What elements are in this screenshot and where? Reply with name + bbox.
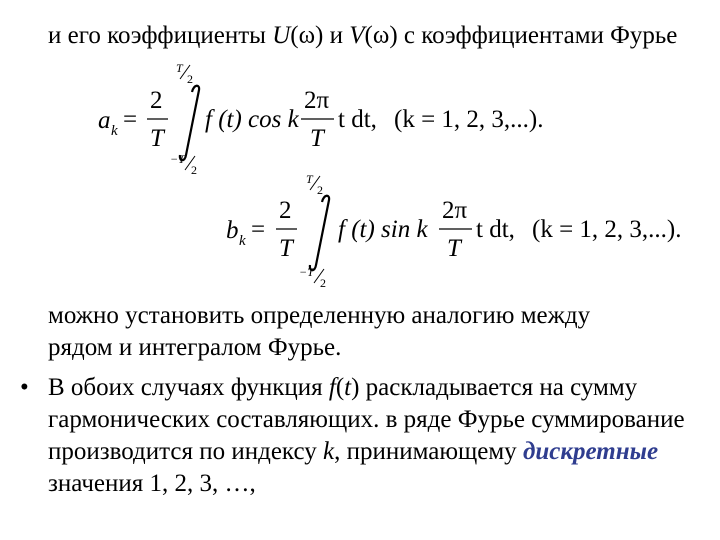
tail-dt: t dt, bbox=[338, 106, 377, 133]
t-symbol: t bbox=[344, 374, 352, 401]
integral-sign bbox=[310, 196, 329, 271]
bullet-paragraph bbox=[48, 372, 718, 500]
arg-denominator: T bbox=[447, 235, 461, 262]
k-range: (k = 1, 2, 3,...). bbox=[394, 106, 544, 133]
continuation-paragraph bbox=[48, 300, 708, 364]
lower-limit-den: 2 bbox=[191, 163, 197, 177]
bullet-text-3: , принимающему bbox=[334, 438, 523, 465]
coef-denominator: T bbox=[279, 235, 293, 262]
equals-sign: = bbox=[251, 216, 266, 243]
equals-sign: = bbox=[123, 106, 138, 133]
paren-open: ( bbox=[335, 374, 345, 401]
continuation-line-1: можно установить определенную аналогию между bbox=[48, 302, 591, 329]
k-range: (k = 1, 2, 3,...). bbox=[532, 216, 682, 243]
upper-limit-num: T bbox=[306, 172, 313, 186]
coef-denominator: T bbox=[150, 125, 164, 152]
intro-text: и его коэффициенты bbox=[48, 22, 273, 49]
discrete-highlight: дискретные bbox=[522, 438, 659, 465]
bullet-text-4: значения 1, 2, 3, …, bbox=[48, 470, 256, 497]
f-symbol: f bbox=[328, 374, 336, 401]
upper-limit-num: T bbox=[176, 61, 183, 75]
k-symbol: k bbox=[322, 438, 335, 465]
integrand-sin: f (t) sin k bbox=[338, 216, 428, 243]
intro-text-3: (ω) с коэффициентами Фурье bbox=[364, 22, 678, 49]
bullet-text: В обоих случаях функция bbox=[48, 374, 329, 401]
bullet-text-2: ) раскладывается на сумму гармонических составляющих. в ряде Фурье суммирование производится по индексу bbox=[48, 374, 685, 465]
lhs-b-subscript: k bbox=[239, 233, 246, 249]
lower-limit-num: −T bbox=[170, 152, 185, 166]
coef-numerator: 2 bbox=[279, 197, 292, 224]
arg-numerator: 2π bbox=[304, 87, 330, 114]
lower-limit-num: −T bbox=[299, 265, 314, 279]
upper-limit-den: 2 bbox=[317, 183, 323, 197]
upper-limit-den: 2 bbox=[187, 72, 193, 86]
intro-text-2: (ω) и bbox=[290, 22, 350, 49]
continuation-line-2: рядом и интегралом Фурье. bbox=[48, 334, 342, 361]
lhs-a-subscript: k bbox=[111, 123, 118, 139]
integrand-cos: f (t) cos k bbox=[205, 106, 299, 133]
arg-numerator: 2π bbox=[442, 197, 468, 224]
lhs-a: a bbox=[98, 107, 111, 134]
coef-numerator: 2 bbox=[150, 87, 163, 114]
v-symbol: V bbox=[349, 22, 365, 49]
arg-denominator: T bbox=[310, 125, 324, 152]
lower-limit-den: 2 bbox=[320, 276, 326, 290]
bullet-marker: • bbox=[20, 374, 29, 401]
lhs-b: b bbox=[226, 217, 239, 244]
u-symbol: U bbox=[272, 22, 291, 49]
tail-dt: t dt, bbox=[476, 216, 515, 243]
